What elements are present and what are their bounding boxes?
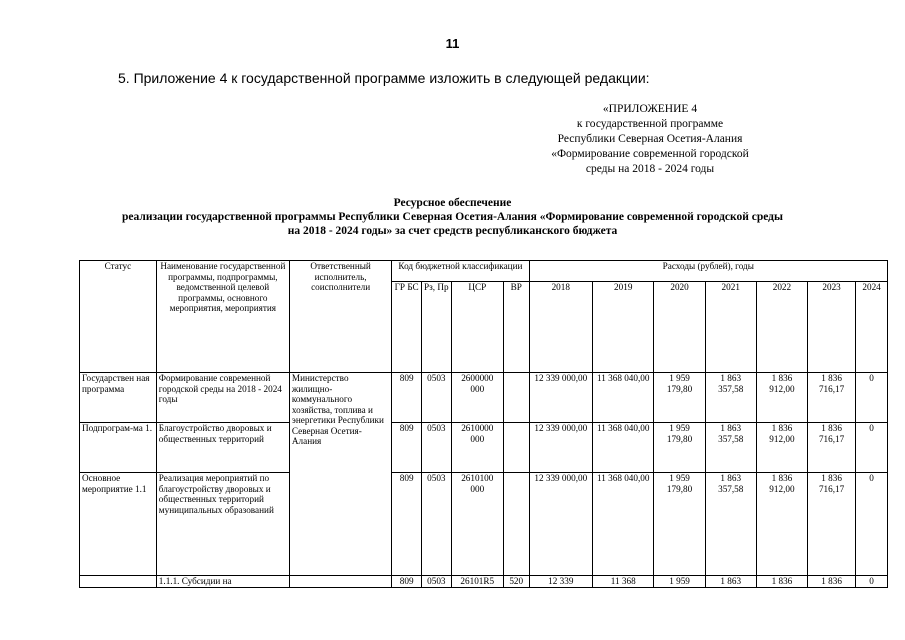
cell-status [80, 576, 157, 588]
header-year: 2022 [756, 282, 807, 373]
appendix-line: к государственной программе [576, 118, 724, 130]
cell-vr [503, 473, 529, 576]
cell-value: 12 339 000,00 [529, 473, 592, 576]
cell-vr [503, 423, 529, 473]
header-responsible: Ответственный исполнитель, соисполнители [289, 261, 391, 373]
cell-grbs: 809 [392, 576, 422, 588]
header-status: Статус [80, 261, 157, 373]
appendix-heading [520, 102, 780, 177]
appendix-line: «ПРИЛОЖЕНИЕ 4 [602, 103, 698, 115]
intro-text: 5. Приложение 4 к государственной программе изложить в следующей редакции: [118, 70, 650, 86]
cell-value: 1 836 716,17 [808, 373, 856, 423]
cell-value: 0 [856, 423, 888, 473]
cell-csr: 2610100 000 [451, 473, 503, 576]
table-row [80, 576, 888, 588]
table-row [80, 373, 888, 423]
cell-grbs: 809 [392, 423, 422, 473]
cell-grbs: 809 [392, 373, 422, 423]
cell-vr: 520 [503, 576, 529, 588]
document-title: Ресурсное обеспечение [393, 197, 512, 209]
cell-value: 1 836 912,00 [756, 473, 807, 576]
cell-value: 1 836 [808, 576, 856, 588]
cell-responsible [289, 576, 391, 588]
cell-value: 11 368 040,00 [593, 473, 654, 576]
cell-value: 1 959 179,80 [654, 473, 705, 576]
header-name: Наименование государственной программы, подпрограммы, ведомственной целевой программы, основного мероприятия, мероприятия [156, 261, 289, 373]
header-year: 2020 [654, 282, 705, 373]
appendix-line: Республики Северная Осетия-Алания [557, 133, 743, 145]
cell-value: 1 863 357,58 [705, 423, 756, 473]
cell-name: Реализация мероприятий по благоустройству дворовых и общественных территорий муниципальных образований [156, 473, 289, 576]
cell-value: 1 959 179,80 [654, 423, 705, 473]
cell-value: 0 [856, 576, 888, 588]
cell-value: 1 863 357,58 [705, 373, 756, 423]
page-number: 11 [445, 36, 460, 51]
cell-value: 1 836 912,00 [756, 373, 807, 423]
table-row [80, 423, 888, 473]
cell-rzpr: 0503 [421, 473, 451, 576]
cell-value: 1 959 [654, 576, 705, 588]
cell-value: 11 368 040,00 [593, 423, 654, 473]
cell-status: Подпрограм-ма 1. [80, 423, 157, 473]
cell-name: Формирование современной городской среды на 2018 - 2024 годы [156, 373, 289, 423]
resource-table [79, 260, 888, 588]
cell-value: 0 [856, 473, 888, 576]
cell-rzpr: 0503 [421, 576, 451, 588]
header-csr: ЦСР [451, 282, 503, 373]
cell-value: 1 863 357,58 [705, 473, 756, 576]
cell-value: 1 836 [756, 576, 807, 588]
cell-name: Благоустройство дворовых и общественных территорий [156, 423, 289, 473]
header-budget-code: Код бюджетной классификации [392, 261, 529, 282]
appendix-line: «Формирование современной городской [551, 148, 749, 160]
cell-value: 1 836 912,00 [756, 423, 807, 473]
cell-name: 1.1.1. Субсидии на [156, 576, 289, 588]
cell-value: 0 [856, 373, 888, 423]
document-title-line: реализации государственной программы Республики Северная Осетия-Алания «Формирование современной городской среды [122, 211, 783, 223]
cell-csr: 2600000 000 [451, 373, 503, 423]
header-year: 2024 [856, 282, 888, 373]
cell-vr [503, 373, 529, 423]
cell-value: 12 339 000,00 [529, 373, 592, 423]
header-year: 2019 [593, 282, 654, 373]
cell-csr: 26101R5 [451, 576, 503, 588]
cell-value: 1 836 716,17 [808, 423, 856, 473]
header-vr: ВР [503, 282, 529, 373]
cell-status: Государствен ная программа [80, 373, 157, 423]
header-year: 2023 [808, 282, 856, 373]
header-rzpr: Рз, Пр [421, 282, 451, 373]
cell-value: 1 836 716,17 [808, 473, 856, 576]
cell-rzpr: 0503 [421, 373, 451, 423]
cell-grbs: 809 [392, 473, 422, 576]
cell-value: 12 339 000,00 [529, 423, 592, 473]
cell-value: 11 368 040,00 [593, 373, 654, 423]
header-year: 2021 [705, 282, 756, 373]
header-expenses: Расходы (рублей), годы [529, 261, 887, 282]
cell-value: 1 959 179,80 [654, 373, 705, 423]
header-grbs: ГР БС [392, 282, 422, 373]
table-row [80, 473, 888, 576]
cell-value: 12 339 [529, 576, 592, 588]
cell-responsible: Министерство жилищно-коммунального хозяйства, топлива и энергетики Республики Северная Осетия-Алания [289, 373, 391, 576]
cell-csr: 2610000 000 [451, 423, 503, 473]
cell-status: Основное мероприятие 1.1 [80, 473, 157, 576]
cell-value: 11 368 [593, 576, 654, 588]
appendix-line: среды на 2018 - 2024 годы [585, 163, 715, 175]
document-title-line: на 2018 - 2024 годы» за счет средств республиканского бюджета [287, 225, 618, 237]
header-year: 2018 [529, 282, 592, 373]
cell-value: 1 863 [705, 576, 756, 588]
cell-rzpr: 0503 [421, 423, 451, 473]
